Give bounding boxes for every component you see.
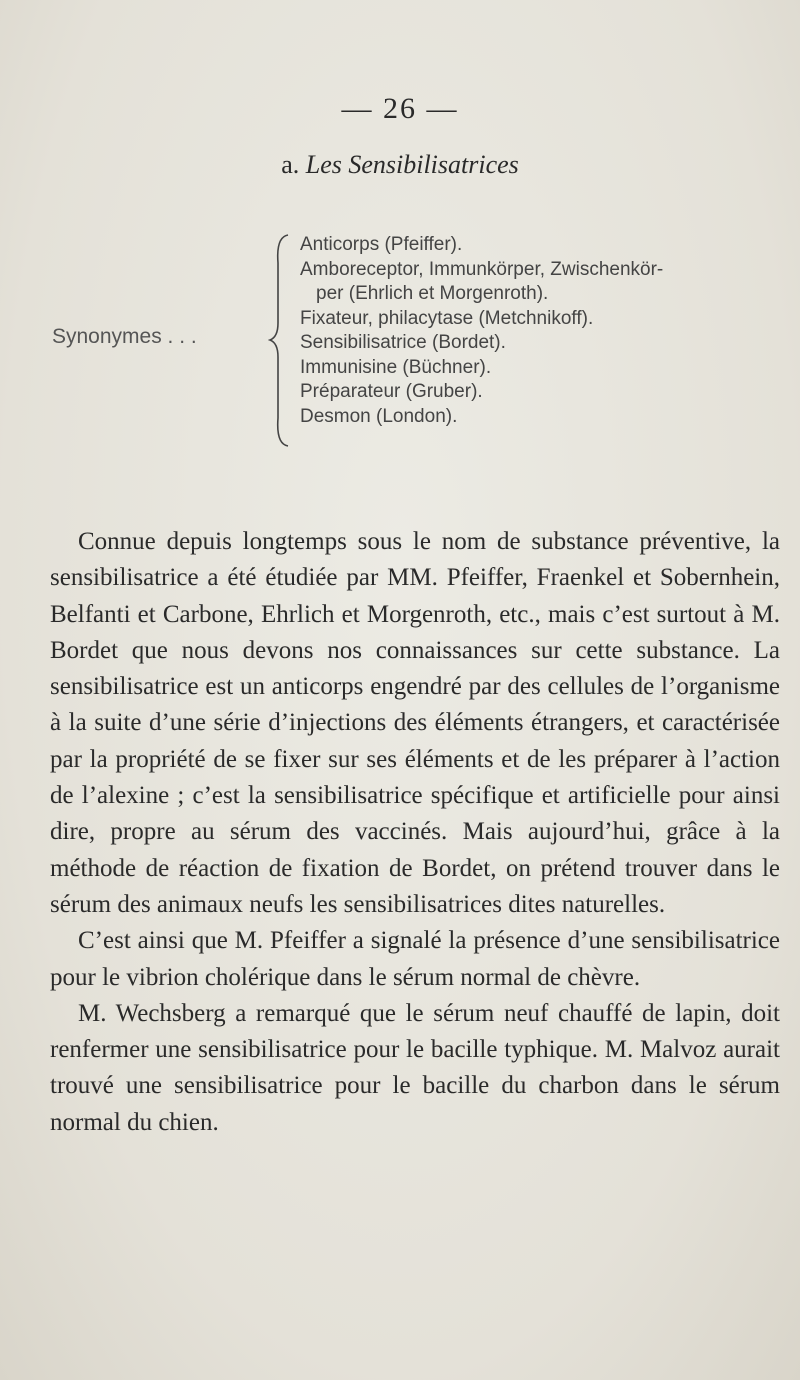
body-text — [50, 524, 780, 1141]
synonym-list — [300, 233, 780, 429]
synonym-item — [300, 380, 780, 405]
section-heading: Les Sensibilisatrices — [305, 150, 519, 179]
synonym-continuation: per (Ehrlich et Morgenroth). — [316, 283, 549, 304]
synonym-item — [300, 307, 780, 332]
synonym-item — [300, 331, 780, 356]
page-number: — 26 — — [341, 92, 459, 125]
synonym-text: Sensibilisatrice (Bordet). — [300, 332, 506, 353]
synonym-item — [300, 233, 780, 258]
synonym-text: Anticorps (Pfeiffer). — [300, 234, 463, 255]
paragraph: C’est ainsi que M. Pfeiffer a signalé la présence d’une sensibilisatrice pour le vibrion cholérique dans le sérum normal de chèvre. — [50, 927, 780, 991]
section-title — [0, 150, 800, 180]
paragraph: M. Wechsberg a remarqué que le sérum neuf chauffé de lapin, doit renfermer une sensibilisatrice pour le bacille typhique. M. Malvoz aurait trouvé une sensibilisatrice pour le bacille du charbon dans le sérum normal du chien. — [50, 999, 780, 1136]
curly-brace-icon — [268, 233, 292, 448]
synonym-text: Immunisine (Büchner). — [300, 356, 492, 378]
synonym-text: Amboreceptor, Immunkörper, Zwischenkör- — [300, 258, 664, 280]
paragraph: Connue depuis longtemps sous le nom de substance préventive, la sensibilisatrice a été étudiée par MM. Pfeiffer, Fraenkel et Sobernhein, Belfanti et Carbone, Ehrlich et Morgenroth, etc., mais c’est surtout à M. Bordet que nous devons nos connaissances sur cette substance. La sensibilisatrice est un anticorps engendré par des cellules de l’organisme à la suite d’une série d’injections des éléments étrangers, et caractérisée par la propriété de se fixer sur ses éléments et de les préparer à l’action de l’alexine ; c’est la sensibilisatrice spécifique et artificielle pour ainsi dire, propre au sérum des vaccinés. Mais aujourd’hui, grâce à la méthode de réaction de fixation de Bordet, on prétend trouver dans le sérum des animaux neufs les sensibilisatrices dites naturelles. — [50, 528, 780, 918]
synonym-item — [300, 405, 780, 430]
synonym-text: Préparateur (Gruber). — [300, 381, 483, 402]
synonym-item — [300, 258, 780, 307]
section-label: a. — [281, 150, 300, 179]
synonyms-label: Synonymes . . . — [52, 325, 197, 348]
synonym-item — [300, 356, 780, 381]
synonym-text: Fixateur, philacytase (Metchnikoff). — [300, 307, 594, 329]
synonym-text: Desmon (London). — [300, 405, 458, 427]
